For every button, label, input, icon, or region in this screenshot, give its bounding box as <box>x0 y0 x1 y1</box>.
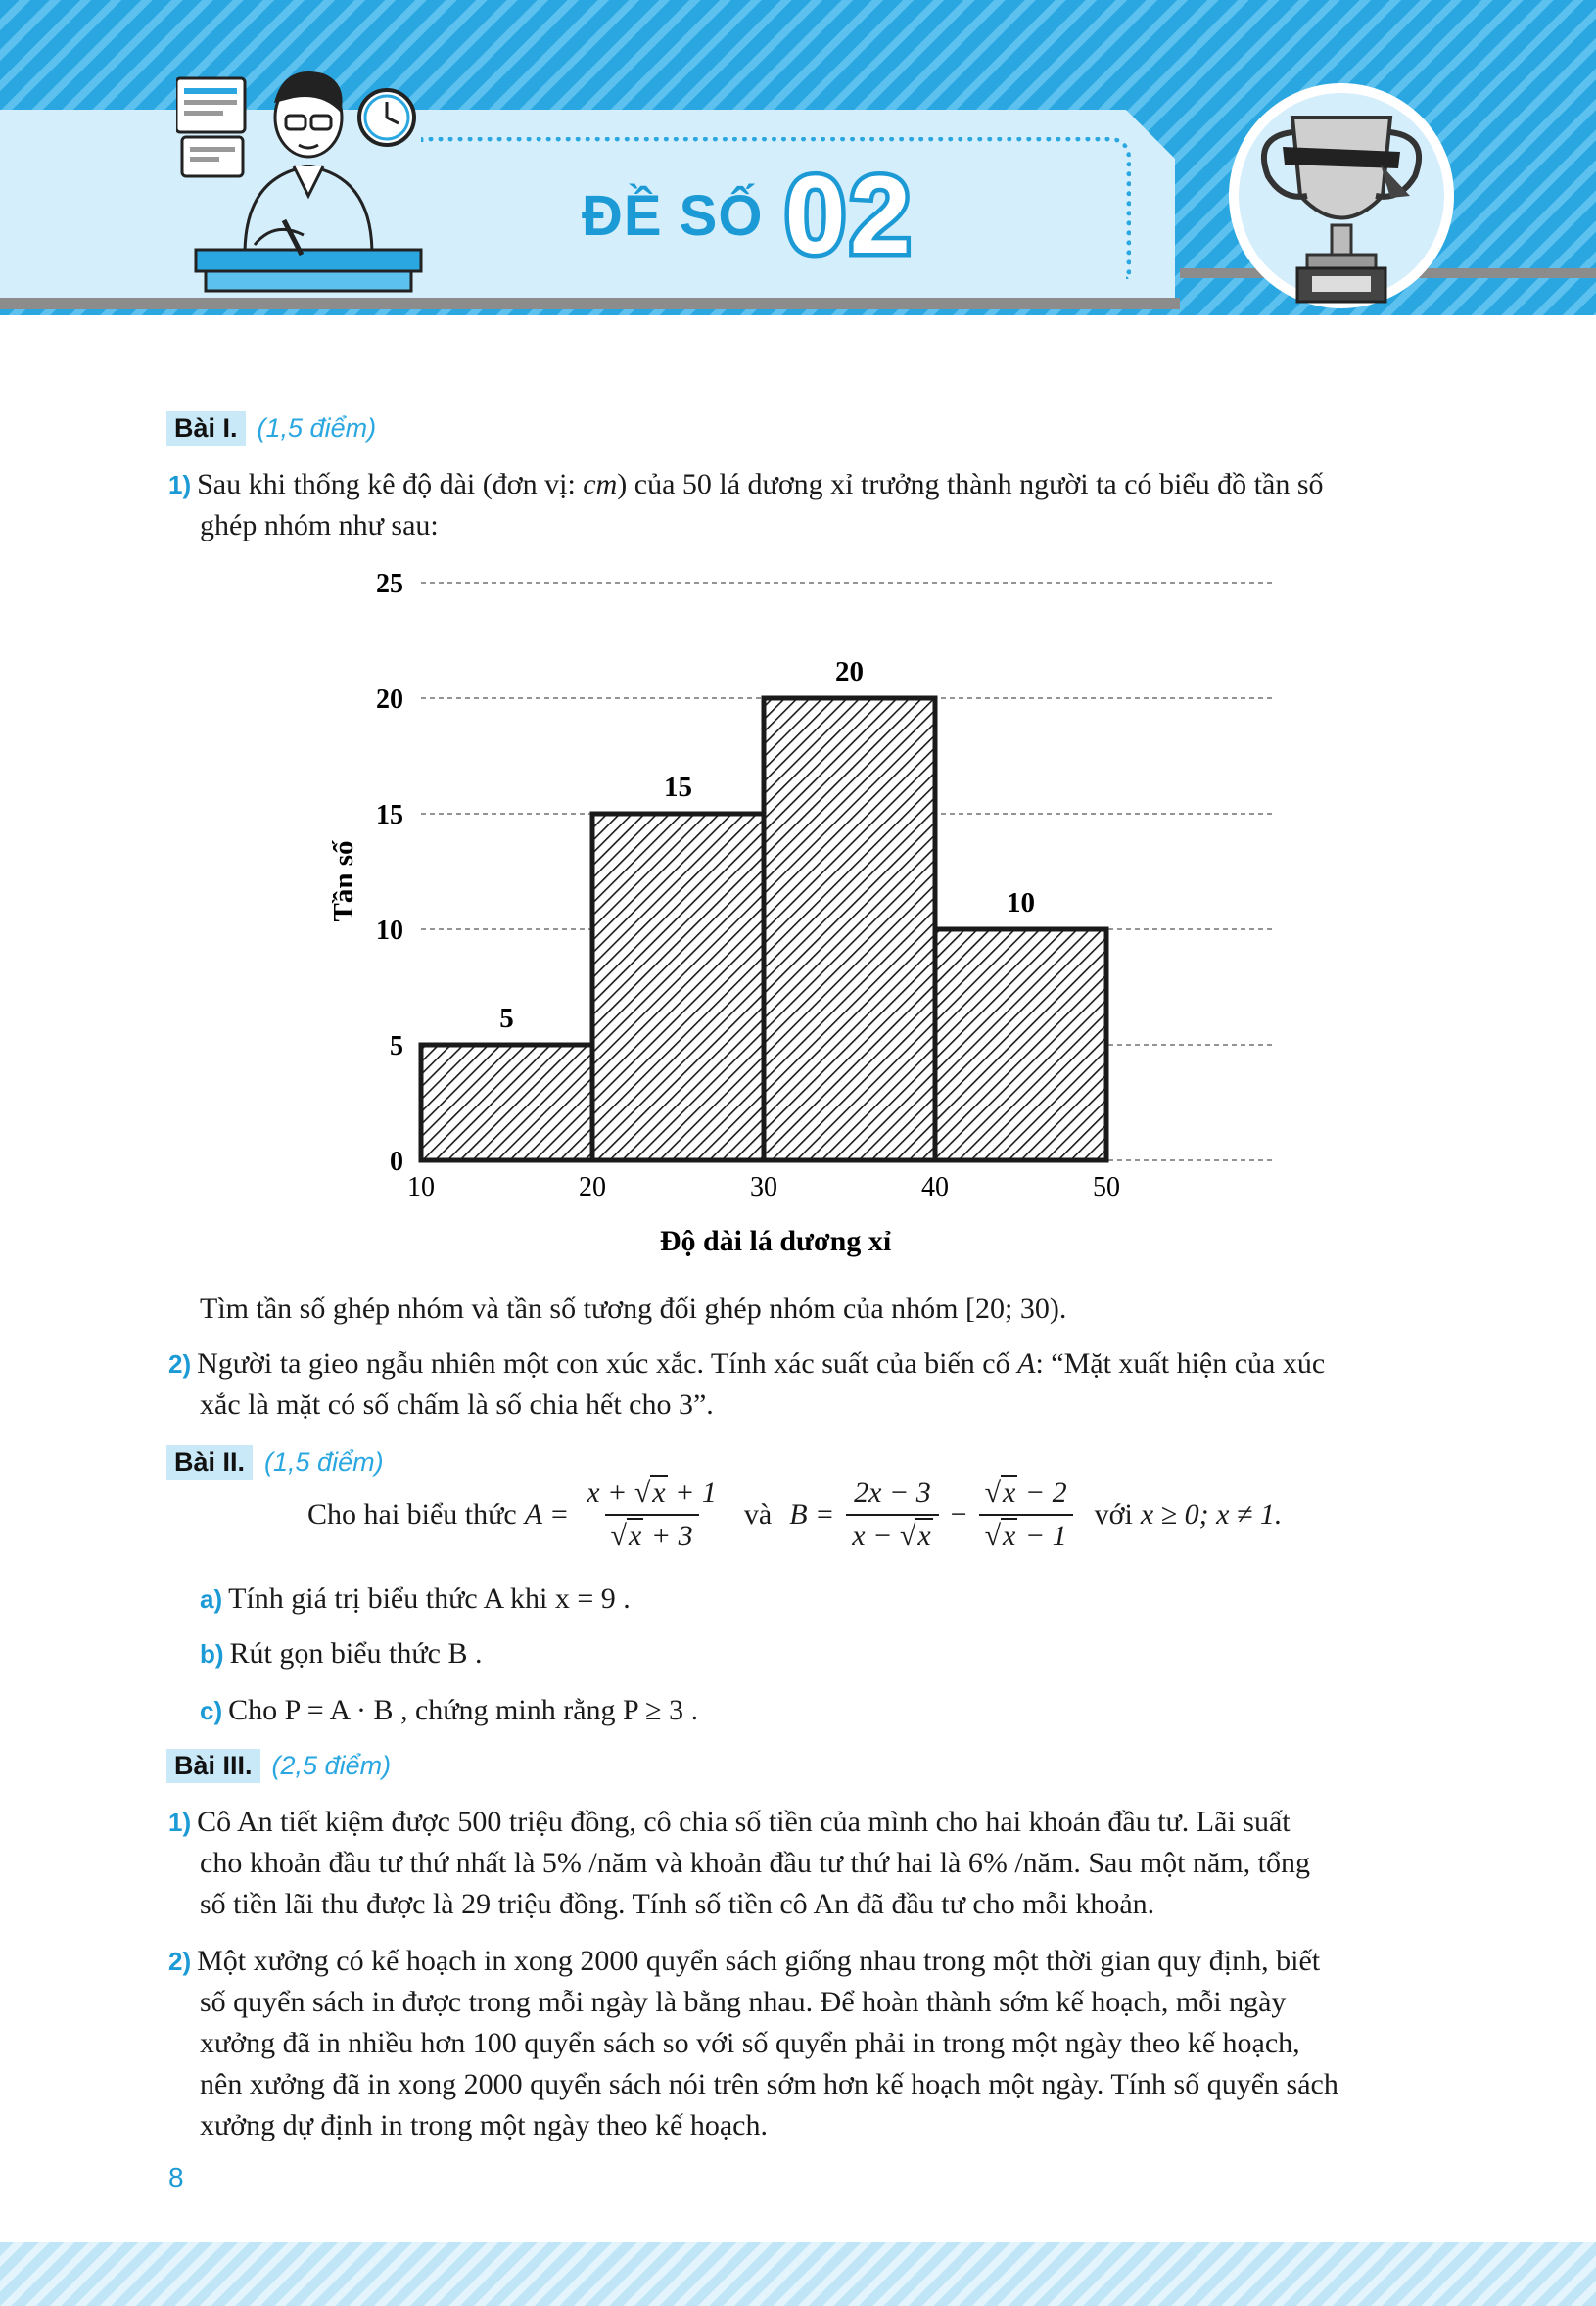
fraction-B1: $\frac{2x - 3}{x - √x}$ <box>846 1477 938 1553</box>
section-bai-3-header <box>166 1749 391 1783</box>
y-tick-label: 20 <box>376 684 403 715</box>
trophy-icon <box>1214 78 1469 333</box>
bai-3-question-2: 2) Một xưởng có kế hoạch in xong 2000 quyển sách giống nhau trong một thời gian quy định, biết số quyển sách in được trong mỗi ngày là bằng nhau. Để hoàn thành sớm kế hoạch, mỗi ngày xưởng đã in nhiều hơn 100 quyển sách so với số quyển phải in trong một ngày theo kế hoạch, nên xưởng đã in xong 2000 quyển sách nói trên sớm hơn kế hoạch một ngày. Tính số quyển sách xưởng dự định in trong một ngày theo kế hoạch. <box>168 1945 1338 2141</box>
histogram-bar <box>421 1045 592 1160</box>
data-label: 15 <box>664 772 692 803</box>
y-tick-label: 15 <box>376 800 403 830</box>
y-axis-label: Tần số <box>328 840 359 922</box>
student-illustration-icon <box>176 59 431 313</box>
data-label: 5 <box>499 1003 514 1034</box>
bai-2-part-b: b) Rút gọn biểu thức B . <box>200 1637 483 1670</box>
x-tick-label: 20 <box>579 1172 606 1202</box>
exam-title <box>582 154 915 276</box>
y-tick-label: 25 <box>376 569 403 599</box>
section-label: Bài I. <box>166 411 246 446</box>
page-number: 8 <box>168 2162 184 2192</box>
section-label: Bài III. <box>166 1749 260 1783</box>
bai-1-question-1: 1) Sau khi thống kê độ dài (đơn vị: cm) của 50 lá dương xỉ trưởng thành người ta có biểu đồ tần số ghép nhóm như sau: <box>168 468 1324 541</box>
x-tick-label: 10 <box>407 1172 435 1202</box>
exam-title-text: ĐỀ SỐ <box>582 183 764 248</box>
footer-stripes <box>0 2242 1596 2306</box>
x-tick-label: 40 <box>921 1172 949 1202</box>
question-number: 2) <box>168 1349 192 1379</box>
bai-1-question-1-task: Tìm tần số ghép nhóm và tần số tương đối ghép nhóm của nhóm [20; 30). <box>200 1293 1067 1325</box>
x-tick-label: 30 <box>750 1172 777 1202</box>
section-points: (1,5 điểm) <box>257 413 377 443</box>
section-bai-1-header <box>166 411 376 446</box>
x-tick-label: 50 <box>1093 1172 1120 1202</box>
fraction-A: $\frac{x + √x + 1}{√x + 3}$ <box>587 1477 717 1552</box>
histogram-bar <box>935 929 1106 1160</box>
bai-1-question-2: 2) Người ta gieo ngẫu nhiên một con xúc xắc. Tính xác suất của biến cố A: “Mặt xuất hiện của xúc xắc là mặt có số chấm là số chia hết cho 3”. <box>168 1347 1326 1421</box>
section-label: Bài II. <box>166 1445 253 1480</box>
bai-2-part-a: a) Tính giá trị biểu thức A khi x = 9 . <box>200 1582 631 1615</box>
histogram-chart <box>313 558 1292 1263</box>
bai-3-question-1: 1) Cô An tiết kiệm được 500 triệu đồng, cô chia số tiền của mình cho hai khoản đầu tư. Lãi suất cho khoản đầu tư thứ nhất là 5% /năm và khoản đầu tư thứ hai là 6% /năm. Sau một năm, tổng số tiền lãi thu được là 29 triệu đồng. Tính số tiền cô An đã đầu tư cho mỗi khoản. <box>168 1806 1310 1920</box>
section-bai-2-header <box>166 1445 384 1480</box>
y-tick-label: 5 <box>390 1031 403 1061</box>
y-tick-label: 10 <box>376 916 403 946</box>
section-points: (2,5 điểm) <box>271 1751 392 1780</box>
bai-2-part-c: c) Cho P = A · B , chứng minh rằng P ≥ 3 . <box>200 1694 699 1726</box>
fraction-B2: $\frac{√x - 2}{√x - 1}$ <box>979 1477 1073 1553</box>
exam-number: 02 <box>784 154 915 276</box>
question-number: 1) <box>168 470 192 499</box>
data-label: 10 <box>1007 887 1035 918</box>
data-label: 20 <box>835 656 864 687</box>
histogram-bar <box>592 814 764 1160</box>
bai-2-formula: Cho hai biểu thức A = $\frac{x + √x + 1}{√x + 3}$ và B = $\frac{2x - 3}{x - √x}$ − $\frac{√x - 2}{√x - 1}$ với x ≥ 0; x ≠ 1. <box>307 1477 1283 1552</box>
y-tick-label: 0 <box>390 1147 403 1177</box>
x-axis-label: Độ dài lá dương xỉ <box>659 1225 892 1257</box>
histogram-bar <box>764 698 935 1160</box>
section-points: (1,5 điểm) <box>264 1447 384 1477</box>
